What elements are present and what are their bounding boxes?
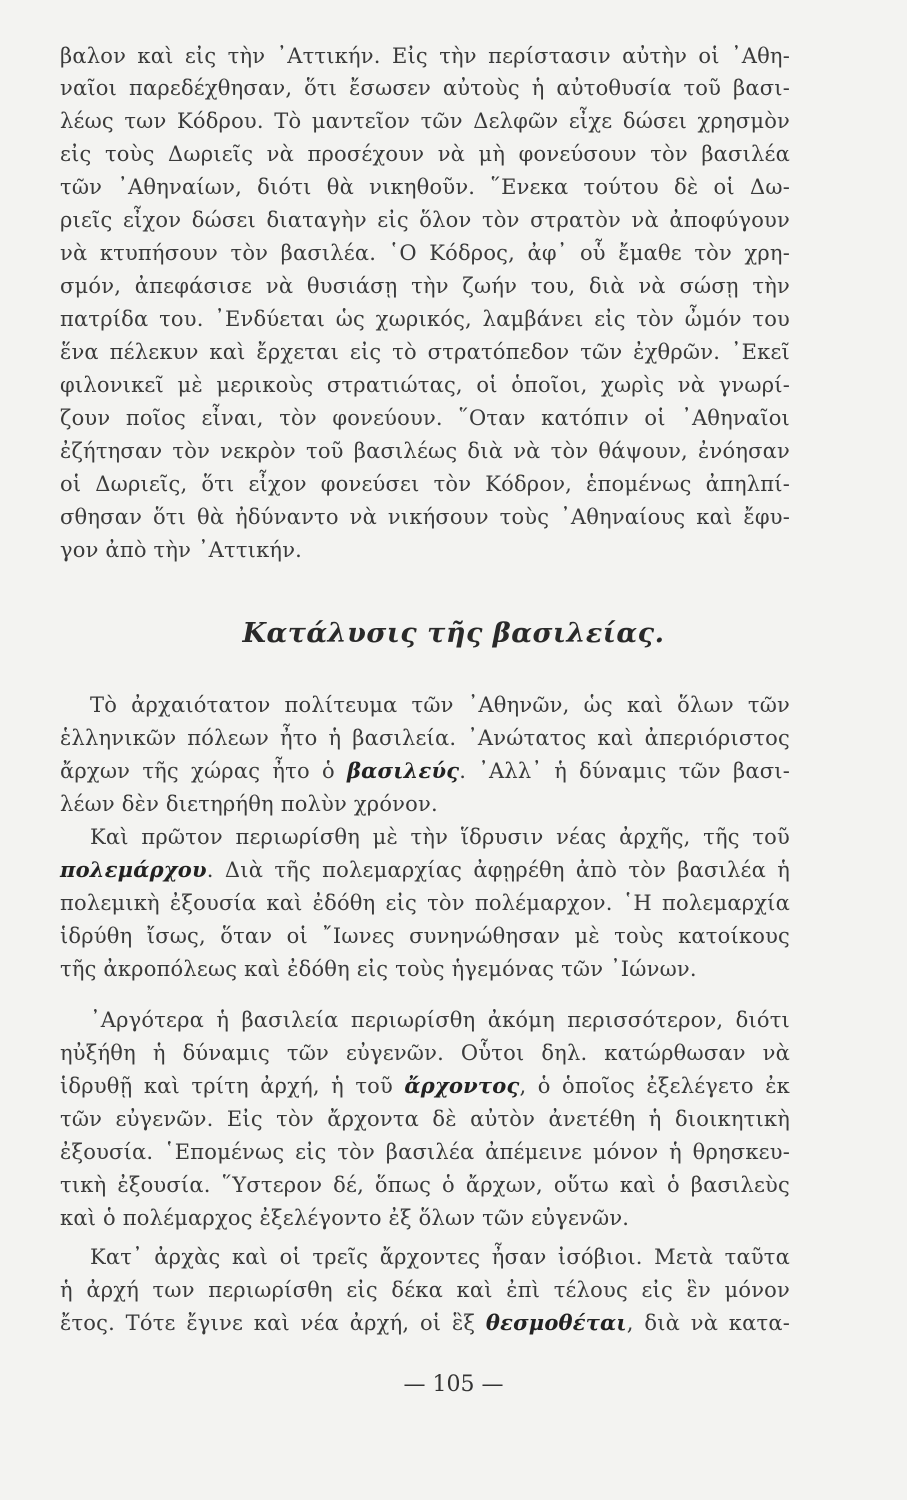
text-line: Τὸ ἀρχαιότατον πολίτευμα τῶν ᾿Αθηνῶν, ὡς καὶ ὅλων τῶν: [90, 693, 790, 717]
section-heading: Κατάλυσις τῆς βασιλείας.: [242, 618, 665, 649]
text-line: ηὐξήθη ἡ δύναμις τῶν εὐγενῶν. Οὗτοι δηλ. κατώρθωσαν νὰ: [60, 1041, 790, 1065]
text-line: εἰς τοὺς Δωριεῖς νὰ προσέχουν νὰ μὴ φονεύσουν τὸν βασιλέα: [60, 142, 790, 166]
text-line: ἡ ἀρχή των περιωρίσθη εἰς δέκα καὶ ἐπὶ τέλους εἰς ἓν μόνον: [60, 1278, 790, 1302]
text-line: ἑλληνικῶν πόλεων ἦτο ἡ βασιλεία. ᾿Ανώτατος καὶ ἀπεριόριστος: [60, 726, 790, 750]
text-line: ἕνα πέλεκυν καὶ ἔρχεται εἰς τὸ στρατόπεδον τῶν ἐχθρῶν. ᾿Εκεῖ: [60, 340, 790, 364]
text-span: ἄρχων τῆς χώρας ἦτο ὁ: [60, 759, 347, 783]
bold-term: θεσμοθέται: [485, 1310, 627, 1335]
text-line: [60, 1072, 790, 1100]
text-line: σμόν, ἀπεφάσισε νὰ θυσιάσῃ τὴν ζωήν του, διὰ νὰ σώσῃ τὴν: [60, 274, 790, 298]
text-line: Καὶ πρῶτον περιωρίσθη μὲ τὴν ἵδρυσιν νέας ἀρχῆς, τῆς τοῦ: [90, 825, 790, 849]
text-line: [60, 757, 790, 785]
text-span: ἱδρυθῇ καὶ τρίτη ἀρχή, ἡ τοῦ: [60, 1074, 405, 1098]
text-line: τῆς ἀκροπόλεως καὶ ἐδόθη εἰς τοὺς ἡγεμόνας τῶν ᾿Ιώνων.: [60, 957, 697, 981]
text-line: ἱδρύθη ἴσως, ὅταν οἱ ῎Ιωνες συνηνώθησαν μὲ τοὺς κατοίκους: [60, 924, 790, 948]
text-line: βαλον καὶ εἰς τὴν ᾿Αττικήν. Εἰς τὴν περίστασιν αὐτὴν οἱ ᾿Αθη-: [60, 44, 790, 68]
text-line: [60, 856, 790, 884]
text-line: τῶν ᾿Αθηναίων, διότι θὰ νικηθοῦν. ῞Ενεκα τούτου δὲ οἱ Δω-: [60, 175, 790, 199]
text-line: σθησαν ὅτι θὰ ἠδύναντο νὰ νικήσουν τοὺς ᾿Αθηναίους καὶ ἔφυ-: [60, 505, 790, 529]
page-number: — 105 —: [403, 1372, 504, 1397]
text-line: νὰ κτυπήσουν τὸν βασιλέα. ῾Ο Κόδρος, ἀφ᾿ οὗ ἔμαθε τὸν χρη-: [60, 241, 790, 265]
text-span: ἔτος. Τότε ἔγινε καὶ νέα ἀρχή, οἱ ἓξ: [60, 1311, 486, 1335]
text-line: ᾿Αργότερα ἡ βασιλεία περιωρίσθη ἀκόμη περισσότερον, διότι: [90, 1008, 790, 1032]
text-line: τικὴ ἐξουσία. ῞Υστερον δέ, ὅπως ὁ ἄρχων, οὕτω καὶ ὁ βασιλεὺς: [60, 1173, 790, 1197]
text-line: ἐζήτησαν τὸν νεκρὸν τοῦ βασιλέως διὰ νὰ τὸν θάψουν, ἐνόησαν: [60, 439, 790, 463]
text-span: . Διὰ τῆς πολεμαρχίας ἀφῃρέθη ἀπὸ τὸν βασιλέα ἡ: [206, 858, 790, 882]
text-line: γον ἀπὸ τὴν ᾿Αττικήν.: [60, 538, 303, 562]
bold-term: βασιλεύς: [347, 758, 460, 783]
text-line: ριεῖς εἶχον δώσει διαταγὴν εἰς ὅλον τὸν στρατὸν νὰ ἀποφύγουν: [60, 208, 790, 232]
text-line: καὶ ὁ πολέμαρχος ἐξελέγοντο ἐξ ὅλων τῶν εὐγενῶν.: [60, 1206, 630, 1230]
text-span: , ὁ ὁποῖος ἐξελέγετο ἐκ: [519, 1074, 790, 1098]
bold-term: ἄρχοντος: [404, 1073, 520, 1098]
text-line: [60, 1309, 790, 1337]
text-line: ναῖοι παρεδέχθησαν, ὅτι ἔσωσεν αὐτοὺς ἡ αὐτοθυσία τοῦ βασι-: [60, 76, 790, 100]
text-line: λέων δὲν διετηρήθη πολὺν χρόνον.: [60, 792, 438, 816]
text-span: , διὰ νὰ κατα-: [626, 1311, 791, 1335]
text-line: ἐξουσία. ῾Επομένως εἰς τὸν βασιλέα ἀπέμεινε μόνον ἡ θρησκευ-: [60, 1140, 790, 1164]
text-line: οἱ Δωριεῖς, ὅτι εἶχον φονεύσει τὸν Κόδρον, ἑπομένως ἀπηλπί-: [60, 472, 790, 496]
text-span: . ᾿Αλλ᾿ ἡ δύναμις τῶν βασι-: [459, 759, 790, 783]
text-line: Κατ᾿ ἀρχὰς καὶ οἱ τρεῖς ἄρχοντες ἦσαν ἰσόβιοι. Μετὰ ταῦτα: [90, 1245, 790, 1269]
text-line: ζουν ποῖος εἶναι, τὸν φονεύουν. ῞Οταν κατόπιν οἱ ᾿Αθηναῖοι: [60, 406, 790, 430]
text-line: λέως των Κόδρου. Τὸ μαντεῖον τῶν Δελφῶν εἶχε δώσει χρησμὸν: [60, 109, 790, 133]
text-line: πατρίδα του. ᾿Ενδύεται ὡς χωρικός, λαμβάνει εἰς τὸν ὦμόν του: [60, 307, 790, 331]
text-line: τῶν εὐγενῶν. Εἰς τὸν ἄρχοντα δὲ αὐτὸν ἀνετέθη ἡ διοικητικὴ: [60, 1107, 790, 1131]
text-line: φιλονικεῖ μὲ μερικοὺς στρατιώτας, οἱ ὁποῖοι, χωρὶς νὰ γνωρί-: [60, 373, 790, 397]
text-line: πολεμικὴ ἐξουσία καὶ ἐδόθη εἰς τὸν πολέμαρχον. ῾Η πολεμαρχία: [60, 891, 790, 915]
bold-term: πολεμάρχου: [60, 857, 207, 882]
